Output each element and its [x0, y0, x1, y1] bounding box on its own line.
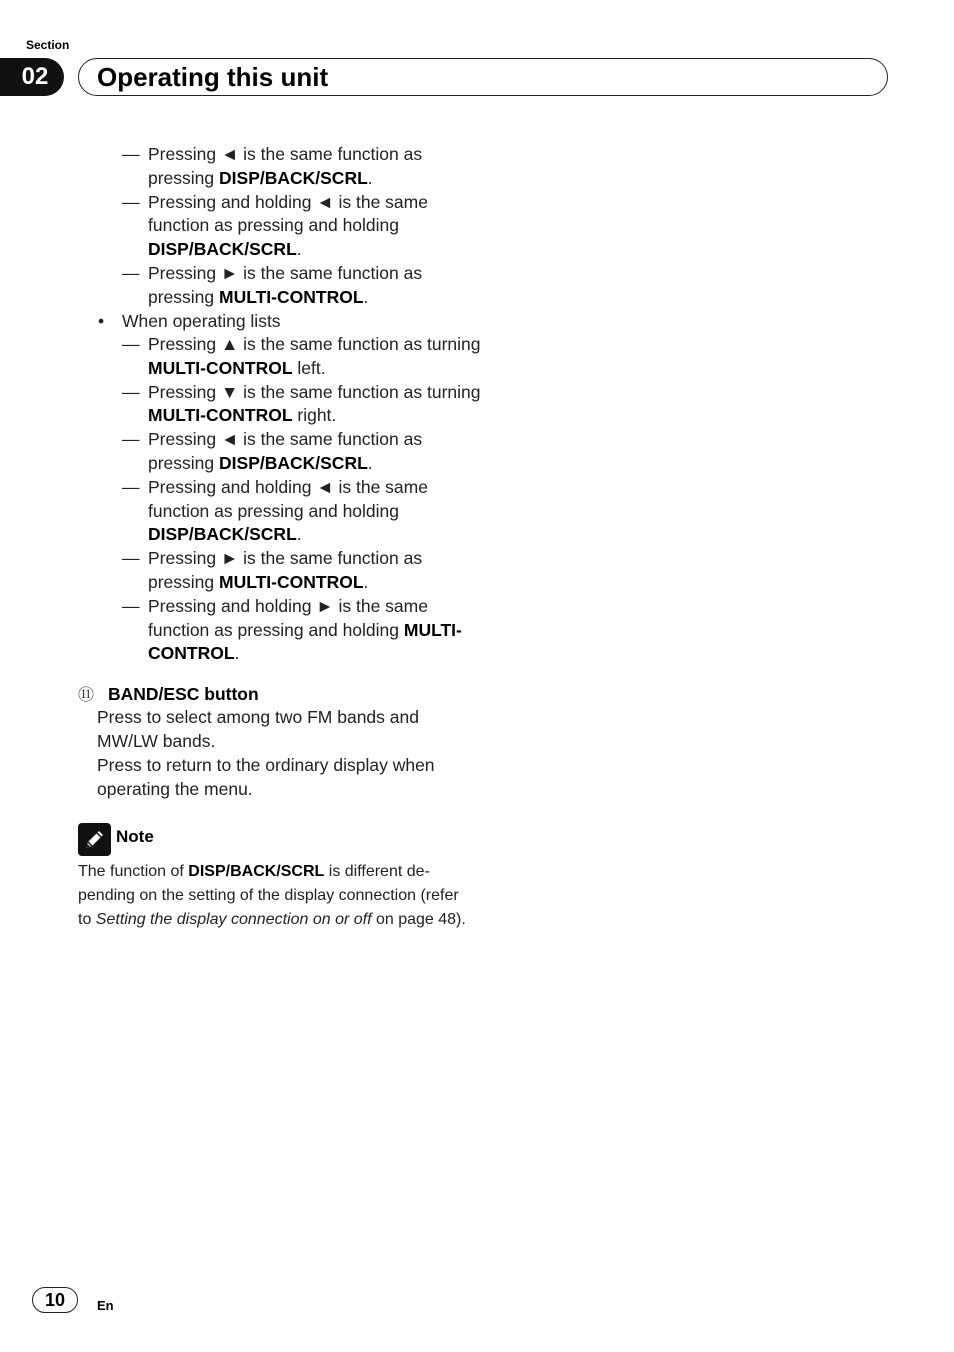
list-item [122, 547, 482, 595]
item-bold: MULTI-CONTROL [148, 405, 293, 426]
list-item [122, 262, 482, 310]
dash-marker: — [122, 429, 140, 450]
item-text-end: right. [292, 405, 337, 426]
list-item [122, 595, 482, 666]
dash-marker: — [122, 262, 140, 283]
item-bold: DISP/BACK/SCRL [148, 239, 297, 260]
item-text-end: . [296, 239, 302, 260]
page-title: Operating this unit [97, 61, 329, 92]
item-text: Pressing and holding ◄ is the same function as pressing and holding [148, 476, 428, 521]
list-item [122, 381, 482, 429]
dash-marker: — [122, 548, 140, 569]
list-item [122, 191, 482, 262]
list-item [122, 428, 482, 476]
dash-list-a [122, 143, 482, 310]
item-text: Pressing ▲ is the same function as turning [148, 334, 481, 354]
note-link-text: Setting the display connection on or off [95, 911, 372, 928]
item-text: Pressing and holding ◄ is the same function as pressing and holding [148, 191, 428, 236]
note-body [78, 860, 473, 932]
page-title-bar [78, 58, 888, 96]
item-bold: MULTI-CONTROL [148, 619, 462, 664]
item-bold: MULTI-CONTROL [219, 571, 364, 592]
dash-marker: — [122, 381, 140, 402]
band-esc-paragraph-1: Press to select among two FM bands and MW/LW bands. [97, 707, 419, 751]
item-text: Pressing ▼ is the same function as turning [148, 381, 481, 402]
dash-marker: — [122, 191, 140, 212]
item-text: Pressing ◄ is the same function as pressing [148, 429, 423, 473]
dash-list-b [122, 333, 482, 666]
note-pencil-icon [78, 823, 111, 856]
heading-text: BAND/ESC button [108, 684, 259, 704]
note-text: on page 48). [371, 911, 466, 928]
item-bold: MULTI-CONTROL [148, 357, 293, 378]
item-text-end: . [296, 524, 302, 545]
bullet-marker: • [98, 311, 105, 331]
item-bold: DISP/BACK/SCRL [148, 524, 297, 545]
page-number: 10 [32, 1287, 78, 1313]
note-title: Note [116, 827, 154, 846]
list-item [122, 143, 482, 191]
item-text-end: . [367, 452, 373, 473]
item-bold: DISP/BACK/SCRL [219, 452, 368, 473]
item-text: Pressing and holding ► is the same function as pressing and holding [148, 595, 428, 640]
item-text: Pressing ► is the same function as pressing [148, 548, 423, 592]
item-text: Pressing ◄ is the same function as pressing [148, 144, 423, 188]
bullet-text: When operating lists [122, 311, 281, 331]
band-esc-paragraph-2: Press to return to the ordinary display when operating the menu. [97, 755, 435, 799]
item-bold: DISP/BACK/SCRL [219, 167, 368, 188]
item-text-end: left. [292, 357, 326, 378]
item-bold: MULTI-CONTROL [219, 286, 364, 307]
item-text-end: . [234, 643, 240, 664]
section-label: Section [26, 38, 70, 52]
list-item [122, 476, 482, 547]
section-number-badge: 02 [0, 58, 64, 96]
list-item [122, 333, 482, 381]
item-text-end: . [367, 167, 373, 188]
note-bold: DISP/BACK/SCRL [188, 863, 325, 880]
item-text: Pressing ► is the same function as pressing [148, 262, 423, 307]
dash-marker: — [122, 476, 140, 497]
language-label: En [97, 1298, 114, 1313]
dash-marker: — [122, 595, 140, 616]
band-esc-heading [78, 683, 259, 708]
item-number: ⑪ [78, 687, 95, 704]
dash-marker: — [122, 334, 140, 354]
note-text: is different de-pending on the setting of the display connection (refer to [78, 863, 459, 928]
item-text-end: . [363, 286, 369, 307]
dash-marker: — [122, 144, 140, 164]
item-text-end: . [363, 571, 369, 592]
note-text: The function of [78, 863, 189, 880]
